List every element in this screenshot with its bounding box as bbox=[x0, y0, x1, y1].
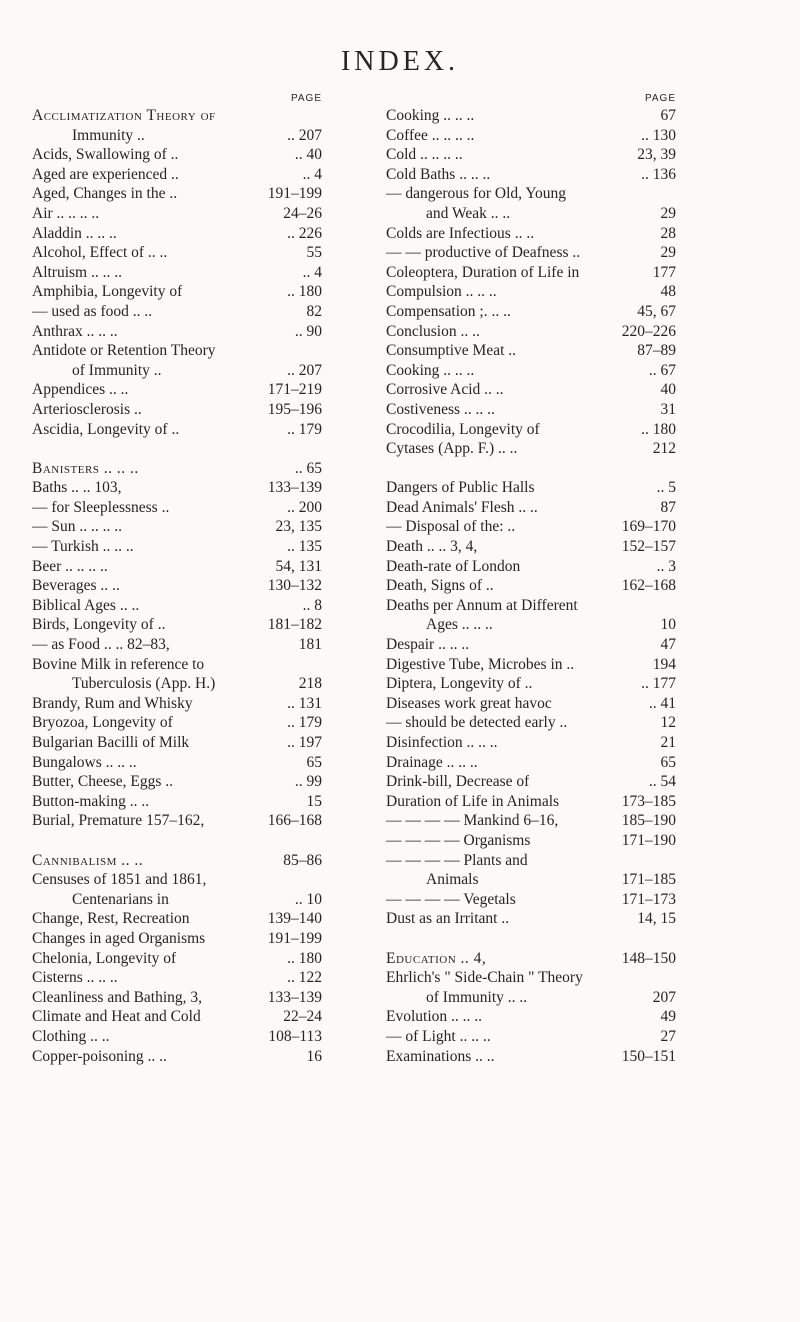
index-term: Bovine Milk in reference to bbox=[32, 655, 205, 673]
index-pages: 67 bbox=[660, 107, 676, 124]
index-term: — — — — Mankind 6–16, bbox=[386, 812, 559, 830]
index-entry bbox=[32, 713, 322, 733]
index-term: Cisterns .. .. .. bbox=[32, 969, 118, 987]
index-entry bbox=[386, 341, 676, 361]
index-term: Ascidia, Longevity of .. bbox=[32, 420, 180, 438]
section-gap bbox=[32, 439, 322, 459]
index-entry bbox=[386, 596, 676, 616]
index-term: Dangers of Public Halls bbox=[386, 479, 535, 497]
index-pages: 169–170 bbox=[621, 518, 676, 536]
index-term: Despair .. .. .. bbox=[386, 636, 470, 654]
index-term: — — — — Organisms bbox=[386, 831, 531, 849]
index-entry bbox=[386, 263, 676, 283]
index-pages: .. 130 bbox=[641, 126, 676, 144]
index-term: Baths .. .. 103, bbox=[32, 479, 122, 497]
index-entry bbox=[386, 890, 676, 910]
index-pages: 191–199 bbox=[267, 929, 322, 947]
index-term: Birds, Longevity of .. bbox=[32, 616, 166, 634]
index-pages: .. 180 bbox=[287, 949, 322, 967]
index-term: Burial, Premature 157–162, bbox=[32, 812, 205, 830]
index-term: Immunity .. bbox=[72, 126, 145, 144]
index-pages: 85–86 bbox=[283, 851, 322, 869]
index-entry bbox=[32, 263, 322, 283]
index-term: Change, Rest, Recreation bbox=[32, 910, 190, 928]
index-entry bbox=[386, 106, 676, 126]
index-entry bbox=[386, 537, 676, 557]
index-entry bbox=[32, 596, 322, 616]
index-entry bbox=[32, 949, 322, 969]
index-term: Cooking .. .. .. bbox=[386, 361, 475, 379]
index-pages: 171–219 bbox=[267, 381, 322, 399]
index-entry bbox=[386, 615, 676, 635]
index-pages: .. 200 bbox=[287, 498, 322, 516]
index-term: Coffee .. .. .. .. bbox=[386, 126, 475, 144]
index-pages: 177 bbox=[652, 263, 676, 281]
index-term: — for Sleeplessness .. bbox=[32, 498, 170, 516]
index-pages: 191–199 bbox=[267, 185, 322, 203]
index-pages: 28 bbox=[660, 224, 676, 242]
index-entry bbox=[386, 184, 676, 204]
index-entry bbox=[32, 361, 322, 381]
index-entry bbox=[32, 498, 322, 518]
index-pages: 166–168 bbox=[267, 812, 322, 830]
index-entry bbox=[32, 811, 322, 831]
index-pages: .. 4 bbox=[302, 165, 322, 183]
index-pages: 24–26 bbox=[283, 204, 322, 222]
index-term: Aladdin .. .. .. bbox=[32, 224, 117, 242]
index-pages: 29 bbox=[660, 204, 676, 222]
index-pages: 133–139 bbox=[267, 988, 322, 1006]
index-pages: 12 bbox=[660, 714, 676, 732]
index-entry bbox=[386, 439, 676, 459]
index-entry bbox=[386, 302, 676, 322]
index-entry bbox=[386, 772, 676, 792]
index-term: Cleanliness and Bathing, 3, bbox=[32, 988, 203, 1006]
index-term: — Sun .. .. .. .. bbox=[32, 518, 122, 536]
index-term: Drink-bill, Decrease of bbox=[386, 773, 530, 791]
index-pages: .. 226 bbox=[287, 224, 322, 242]
index-entry bbox=[32, 302, 322, 322]
index-entry bbox=[386, 243, 676, 263]
index-entry bbox=[386, 1027, 676, 1047]
index-entry bbox=[32, 400, 322, 420]
index-entry bbox=[32, 988, 322, 1008]
index-term: Evolution .. .. .. bbox=[386, 1008, 483, 1026]
index-term: Diptera, Longevity of .. bbox=[386, 675, 533, 693]
index-entry bbox=[386, 204, 676, 224]
entry-list bbox=[386, 106, 676, 1066]
index-entry bbox=[386, 949, 676, 969]
index-pages: .. 41 bbox=[648, 694, 676, 712]
index-pages: .. 180 bbox=[641, 420, 676, 438]
index-term: Cold Baths .. .. .. bbox=[386, 165, 491, 183]
index-term: — used as food .. .. bbox=[32, 302, 153, 320]
index-pages: .. 5 bbox=[656, 479, 676, 497]
index-term: — of Light .. .. .. bbox=[386, 1027, 491, 1045]
index-entry bbox=[32, 909, 322, 929]
index-entry bbox=[32, 243, 322, 263]
index-term: Anthrax .. .. .. bbox=[32, 322, 118, 340]
index-entry bbox=[386, 831, 676, 851]
index-term: Acids, Swallowing of .. bbox=[32, 146, 179, 164]
index-pages: .. 136 bbox=[641, 165, 676, 183]
index-term: — should be detected early .. bbox=[386, 714, 568, 732]
index-pages: .. 40 bbox=[294, 146, 322, 164]
index-pages: 139–140 bbox=[267, 910, 322, 928]
index-entry bbox=[32, 851, 322, 871]
index-entry bbox=[386, 988, 676, 1008]
index-term: Alcohol, Effect of .. .. bbox=[32, 244, 168, 262]
index-entry bbox=[386, 557, 676, 577]
index-entry bbox=[386, 1007, 676, 1027]
index-entry bbox=[32, 968, 322, 988]
index-term: Digestive Tube, Microbes in .. bbox=[386, 655, 575, 673]
index-term: Education .. 4, bbox=[386, 949, 487, 967]
index-entry bbox=[32, 674, 322, 694]
index-term: Drainage .. .. .. bbox=[386, 753, 478, 771]
index-column-right bbox=[386, 92, 676, 1066]
index-pages: 48 bbox=[660, 283, 676, 301]
index-pages: .. 65 bbox=[294, 459, 322, 477]
index-pages: .. 54 bbox=[648, 773, 676, 791]
index-term: Cannibalism .. .. bbox=[32, 851, 144, 869]
index-pages: 87 bbox=[660, 498, 676, 516]
index-pages: 21 bbox=[660, 734, 676, 751]
index-term: Dust as an Irritant .. bbox=[386, 910, 510, 928]
index-entry bbox=[32, 420, 322, 440]
index-term: Cold .. .. .. .. bbox=[386, 146, 463, 164]
index-entry bbox=[386, 498, 676, 518]
index-entry bbox=[386, 517, 676, 537]
index-pages: 162–168 bbox=[621, 577, 676, 595]
index-entry bbox=[32, 1047, 322, 1067]
index-pages: .. 207 bbox=[287, 361, 322, 379]
index-entry bbox=[386, 126, 676, 146]
index-pages: 29 bbox=[660, 244, 676, 262]
index-term: Compulsion .. .. .. bbox=[386, 283, 497, 301]
index-entry bbox=[32, 322, 322, 342]
index-term: Appendices .. .. bbox=[32, 381, 129, 399]
index-pages: 45, 67 bbox=[637, 302, 676, 320]
index-entry bbox=[32, 145, 322, 165]
index-entry bbox=[386, 968, 676, 988]
index-pages: 150–151 bbox=[621, 1047, 676, 1065]
index-pages: 130–132 bbox=[267, 577, 322, 595]
index-term: Diseases work great havoc bbox=[386, 694, 552, 712]
index-pages: 23, 39 bbox=[637, 146, 676, 164]
index-term: — Disposal of the: .. bbox=[386, 518, 516, 536]
index-pages: .. 67 bbox=[648, 361, 676, 379]
index-entry bbox=[32, 733, 322, 753]
index-entry bbox=[386, 674, 676, 694]
index-entry bbox=[32, 792, 322, 812]
index-term: Compensation ;. .. .. bbox=[386, 302, 511, 320]
index-pages: 15 bbox=[306, 792, 322, 810]
index-pages: 31 bbox=[660, 400, 676, 418]
index-entry bbox=[32, 655, 322, 675]
index-pages: 47 bbox=[660, 636, 676, 654]
index-term: Air .. .. .. .. bbox=[32, 204, 100, 222]
entry-list bbox=[32, 106, 322, 1066]
index-entry bbox=[32, 576, 322, 596]
index-pages: 207 bbox=[652, 988, 676, 1006]
index-term: Disinfection .. .. .. bbox=[386, 734, 498, 751]
index-entry bbox=[386, 909, 676, 929]
index-entry bbox=[386, 361, 676, 381]
section-gap bbox=[386, 929, 676, 949]
index-pages: 181 bbox=[298, 636, 322, 654]
index-term: — — productive of Deafness .. bbox=[386, 244, 581, 262]
index-entry bbox=[386, 792, 676, 812]
index-entry bbox=[386, 420, 676, 440]
index-entry bbox=[386, 811, 676, 831]
index-term: Aged, Changes in the .. bbox=[32, 185, 178, 203]
index-pages: 40 bbox=[660, 381, 676, 399]
index-term: Arteriosclerosis .. bbox=[32, 400, 142, 418]
index-term: Acclimatization Theory of bbox=[32, 107, 216, 124]
index-pages: .. 177 bbox=[641, 675, 676, 693]
index-term: Examinations .. .. bbox=[386, 1047, 495, 1065]
index-entry bbox=[32, 165, 322, 185]
index-pages: 133–139 bbox=[267, 479, 322, 497]
index-term: Death .. .. 3, 4, bbox=[386, 538, 478, 556]
index-entry bbox=[32, 126, 322, 146]
index-term: Conclusion .. .. bbox=[386, 322, 480, 340]
index-term: Consumptive Meat .. bbox=[386, 342, 517, 360]
index-term: Death-rate of London bbox=[386, 557, 521, 575]
index-term: Bungalows .. .. .. bbox=[32, 753, 137, 771]
index-term: Corrosive Acid .. .. bbox=[386, 381, 504, 399]
index-entry bbox=[32, 557, 322, 577]
index-term: Bulgarian Bacilli of Milk bbox=[32, 734, 190, 751]
index-term: Butter, Cheese, Eggs .. bbox=[32, 773, 174, 791]
index-term: Brandy, Rum and Whisky bbox=[32, 694, 193, 712]
index-pages: 16 bbox=[306, 1047, 322, 1065]
index-entry bbox=[386, 282, 676, 302]
index-entry bbox=[386, 753, 676, 773]
index-pages: 195–196 bbox=[267, 400, 322, 418]
index-entry bbox=[32, 537, 322, 557]
index-pages: .. 179 bbox=[287, 420, 322, 438]
index-pages: 23, 135 bbox=[275, 518, 322, 536]
index-pages: 65 bbox=[306, 753, 322, 771]
index-pages: 173–185 bbox=[621, 792, 676, 810]
index-term: — — — — Plants and bbox=[386, 851, 528, 869]
index-term: Biblical Ages .. .. bbox=[32, 596, 140, 614]
page-column-header: PAGE bbox=[290, 93, 322, 104]
index-term: Cytases (App. F.) .. .. bbox=[386, 440, 518, 458]
index-term: — dangerous for Old, Young bbox=[386, 185, 566, 203]
index-pages: 87–89 bbox=[637, 342, 676, 360]
index-pages: .. 99 bbox=[294, 773, 322, 791]
index-entry bbox=[32, 282, 322, 302]
section-gap bbox=[386, 459, 676, 479]
index-term: Bryozoa, Longevity of bbox=[32, 714, 173, 732]
index-entry bbox=[32, 615, 322, 635]
page-column-header: PAGE bbox=[644, 93, 676, 104]
index-entry bbox=[386, 870, 676, 890]
index-entry bbox=[32, 204, 322, 224]
index-pages: 10 bbox=[660, 616, 676, 634]
index-pages: 194 bbox=[652, 655, 676, 673]
index-term: Ehrlich's " Side-Chain " Theory bbox=[386, 969, 583, 987]
index-entry bbox=[32, 1027, 322, 1047]
index-term: Deaths per Annum at Different bbox=[386, 596, 578, 614]
index-term: of Immunity .. bbox=[72, 361, 162, 379]
index-pages: .. 179 bbox=[287, 714, 322, 732]
index-term: Changes in aged Organisms bbox=[32, 929, 206, 947]
index-term: Banisters .. .. .. bbox=[32, 459, 139, 477]
index-pages: 55 bbox=[306, 244, 322, 262]
index-pages: 171–185 bbox=[621, 871, 676, 889]
index-pages: 152–157 bbox=[621, 538, 676, 556]
index-pages: 22–24 bbox=[283, 1008, 322, 1026]
index-entry bbox=[386, 1047, 676, 1067]
index-entry bbox=[32, 635, 322, 655]
index-term: Colds are Infectious .. .. bbox=[386, 224, 535, 242]
index-term: Dead Animals' Flesh .. .. bbox=[386, 498, 538, 516]
index-entry bbox=[32, 929, 322, 949]
index-pages: 171–190 bbox=[621, 831, 676, 849]
index-entry bbox=[32, 517, 322, 537]
index-pages: .. 180 bbox=[287, 283, 322, 301]
index-pages: 54, 131 bbox=[275, 557, 322, 575]
index-pages: .. 10 bbox=[294, 890, 322, 908]
index-entry bbox=[32, 870, 322, 890]
index-pages: .. 3 bbox=[656, 557, 676, 575]
index-pages: 171–173 bbox=[621, 890, 676, 908]
index-term: and Weak .. .. bbox=[426, 204, 511, 222]
index-term: Coleoptera, Duration of Life in bbox=[386, 263, 580, 281]
index-term: Centenarians in bbox=[72, 890, 169, 908]
index-pages: .. 207 bbox=[287, 126, 322, 144]
index-term: Clothing .. .. bbox=[32, 1027, 110, 1045]
index-term: — — — — Vegetals bbox=[386, 890, 516, 908]
index-entry bbox=[32, 772, 322, 792]
index-pages: 148–150 bbox=[621, 949, 676, 967]
index-entry bbox=[32, 478, 322, 498]
index-entry bbox=[386, 165, 676, 185]
index-term: Costiveness .. .. .. bbox=[386, 400, 495, 418]
index-entry bbox=[386, 694, 676, 714]
index-entry bbox=[32, 106, 322, 126]
index-term: Altruism .. .. .. bbox=[32, 263, 122, 281]
index-entry bbox=[32, 224, 322, 244]
index-entry bbox=[32, 694, 322, 714]
index-term: — Turkish .. .. .. bbox=[32, 538, 134, 556]
index-entry bbox=[386, 478, 676, 498]
index-entry bbox=[386, 400, 676, 420]
index-entry bbox=[386, 851, 676, 871]
index-entry bbox=[386, 733, 676, 753]
page-title: INDEX. bbox=[340, 46, 460, 77]
index-entry bbox=[32, 184, 322, 204]
index-pages: 14, 15 bbox=[637, 910, 676, 928]
index-entry bbox=[386, 322, 676, 342]
index-entry bbox=[386, 635, 676, 655]
index-pages: 82 bbox=[306, 302, 322, 320]
index-pages: 212 bbox=[652, 440, 676, 458]
index-pages: 49 bbox=[660, 1008, 676, 1026]
index-entry bbox=[32, 459, 322, 479]
index-term: Aged are experienced .. bbox=[32, 165, 179, 183]
index-entry bbox=[386, 713, 676, 733]
index-term: Duration of Life in Animals bbox=[386, 792, 560, 810]
index-pages: .. 131 bbox=[287, 694, 322, 712]
index-entry bbox=[32, 890, 322, 910]
index-entry bbox=[386, 224, 676, 244]
index-term: Chelonia, Longevity of bbox=[32, 949, 177, 967]
index-pages: 27 bbox=[660, 1027, 676, 1045]
index-term: Button-making .. .. bbox=[32, 792, 150, 810]
index-term: Tuberculosis (App. H.) bbox=[72, 675, 216, 693]
index-pages: 181–182 bbox=[267, 616, 322, 634]
index-entry bbox=[32, 380, 322, 400]
index-entry bbox=[386, 655, 676, 675]
index-term: Ages .. .. .. bbox=[426, 616, 493, 634]
index-column-left bbox=[32, 92, 322, 1066]
index-term: Cooking .. .. .. bbox=[386, 107, 475, 124]
index-pages: .. 8 bbox=[302, 596, 322, 614]
index-pages: .. 90 bbox=[294, 322, 322, 340]
index-entry bbox=[32, 341, 322, 361]
index-entry bbox=[386, 576, 676, 596]
index-term: Antidote or Retention Theory bbox=[32, 342, 216, 360]
index-term: Copper-poisoning .. .. bbox=[32, 1047, 167, 1065]
index-term: — as Food .. .. 82–83, bbox=[32, 636, 170, 654]
index-entry bbox=[32, 753, 322, 773]
index-pages: 108–113 bbox=[268, 1027, 322, 1045]
index-entry bbox=[386, 380, 676, 400]
index-pages: 218 bbox=[298, 675, 322, 693]
index-term: Death, Signs of .. bbox=[386, 577, 494, 595]
index-term: of Immunity .. .. bbox=[426, 988, 528, 1006]
index-pages: 65 bbox=[660, 753, 676, 771]
section-gap bbox=[32, 831, 322, 851]
index-term: Beverages .. .. bbox=[32, 577, 120, 595]
index-term: Beer .. .. .. .. bbox=[32, 557, 108, 575]
index-pages: .. 4 bbox=[302, 263, 322, 281]
index-term: Amphibia, Longevity of bbox=[32, 283, 183, 301]
index-pages: .. 122 bbox=[287, 969, 322, 987]
index-pages: 220–226 bbox=[621, 322, 676, 340]
index-pages: 185–190 bbox=[621, 812, 676, 830]
index-term: Climate and Heat and Cold bbox=[32, 1008, 201, 1026]
index-term: Censuses of 1851 and 1861, bbox=[32, 871, 207, 889]
index-term: Animals bbox=[426, 871, 479, 889]
index-pages: .. 135 bbox=[287, 538, 322, 556]
index-entry bbox=[386, 145, 676, 165]
index-pages: .. 197 bbox=[287, 734, 322, 751]
index-entry bbox=[32, 1007, 322, 1027]
index-term: Crocodilia, Longevity of bbox=[386, 420, 540, 438]
